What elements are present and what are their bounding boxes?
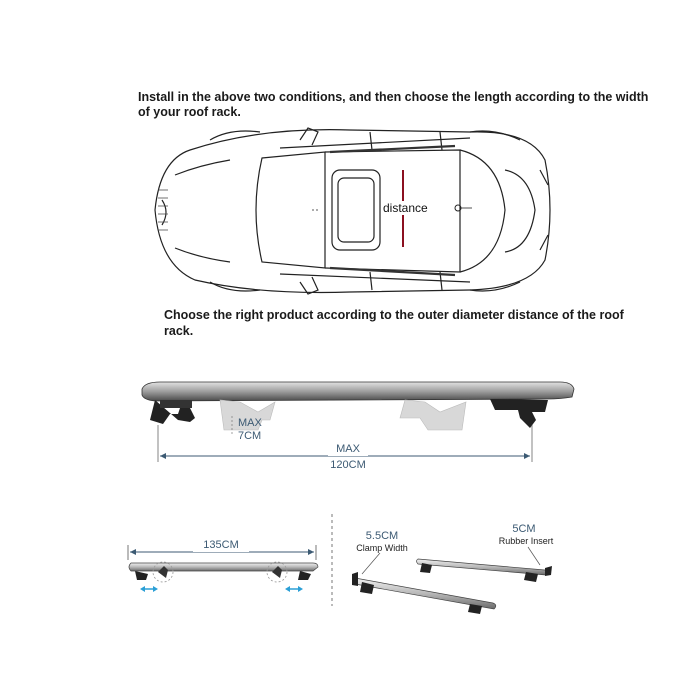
max-length-value: 120CM <box>330 459 366 471</box>
front-crossbar <box>354 578 496 609</box>
instruction-line-1: Install in the above two conditions, and then choose the length according to the width <box>138 90 649 104</box>
rubber-insert-label: Rubber Insert <box>498 536 554 546</box>
instruction-line-2: of your roof rack. <box>138 105 241 119</box>
clamp-width-value: 5.5CM <box>365 530 399 542</box>
max-height-value: 7CM <box>238 430 262 442</box>
max-height-label: MAX <box>238 417 262 429</box>
instruction-line-3: Choose the right product according to the outer diameter distance of the roof <box>164 308 624 322</box>
clamp-width-label: Clamp Width <box>356 543 408 553</box>
rubber-insert-value: 5CM <box>512 523 536 535</box>
bottom-left-length-label: 135CM <box>193 539 249 552</box>
instruction-line-4: rack. <box>164 324 194 338</box>
max-length-label: MAX <box>328 443 368 456</box>
distance-label: distance <box>383 201 428 215</box>
